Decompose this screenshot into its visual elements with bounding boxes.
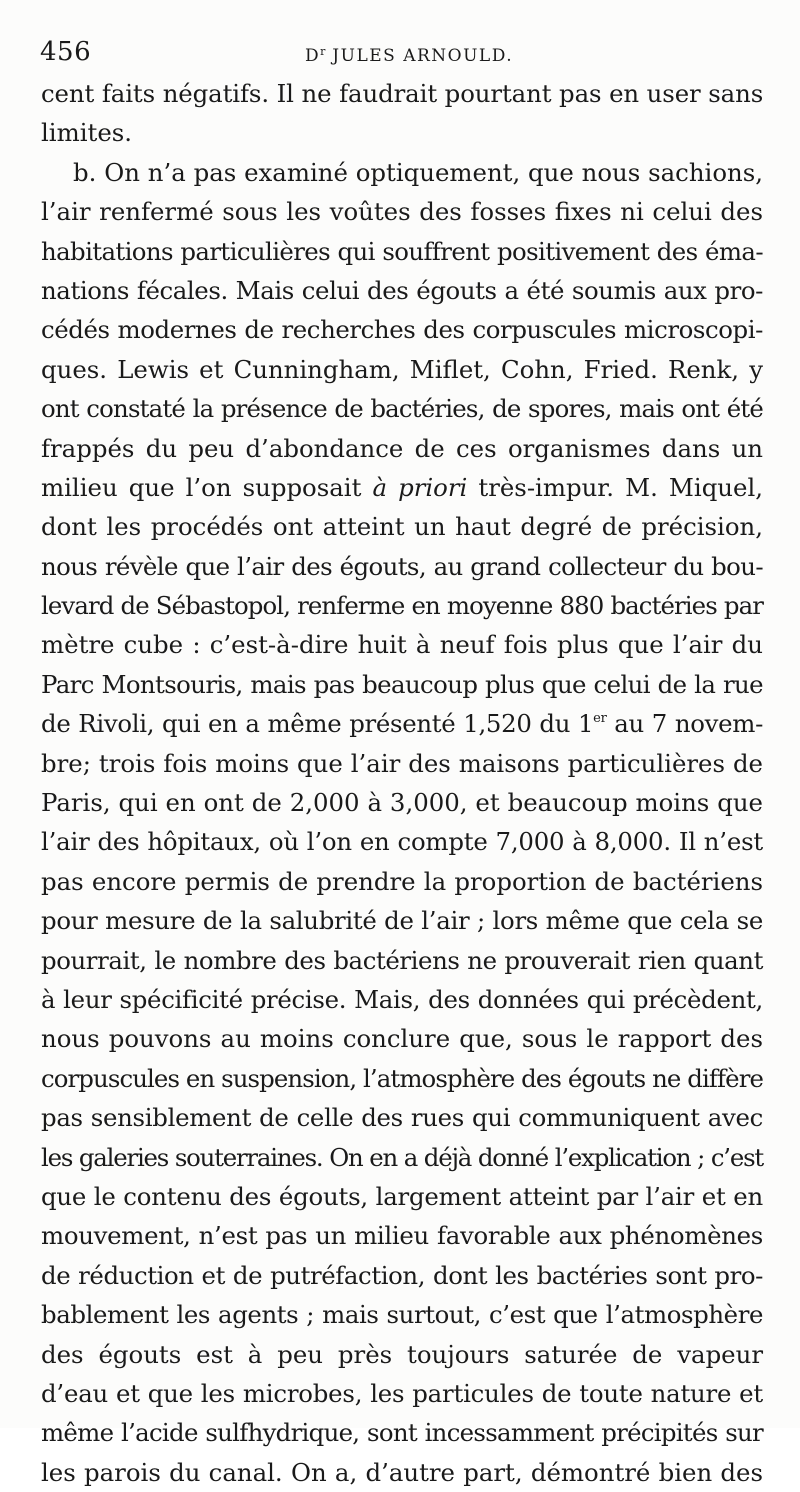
text-line: limites. (41, 118, 133, 148)
text-line: cent faits négatifs. Il ne faudrait pourtant pas en user sans (41, 79, 764, 108)
text-line (41, 704, 763, 743)
running-head (305, 34, 513, 74)
author-prefix: D (305, 46, 321, 66)
ordinal-superscript: er (593, 711, 607, 727)
text-line: d’eau et que les microbes, les particules de toute nature et (41, 1378, 763, 1408)
body-text (41, 74, 763, 1492)
italic-phrase: à priori (372, 472, 468, 502)
text-line: pas encore permis de prendre la proportion de bactériens (41, 866, 763, 896)
text-line: frappés du peu d’abondance de ces organismes dans un (41, 433, 763, 463)
text-line: b. On n’a pas examiné optiquement, que nous sachions, (73, 157, 763, 187)
text-line: corpuscules en suspension, l’atmosphère des égouts ne diffère (41, 1063, 763, 1093)
text-line: que le contenu des égouts, largement atteint par l’air et en (41, 1181, 763, 1211)
text-line: même l’acide sulfhydrique, sont incessamment précipités sur (41, 1418, 763, 1448)
text-line: les parois du canal. On a, d’autre part, démontré bien des (41, 1457, 763, 1487)
page-header (40, 32, 760, 72)
text-line: l’air des hôpitaux, où l’on en compte 7,000 à 8,000. Il n’est (41, 827, 763, 857)
text-line: Paris, qui en ont de 2,000 à 3,000, et beaucoup moins que (41, 788, 763, 818)
page-number: 456 (40, 37, 92, 67)
author-name: JULES ARNOULD. (325, 46, 514, 66)
text-segment: très-impur. M. Miquel, (467, 472, 764, 502)
text-line: mouvement, n’est pas un milieu favorable aux phénomènes (41, 1221, 763, 1251)
text-line: pourrait, le nombre des bactériens ne prouverait rien quant (41, 945, 763, 975)
text-line: l’air renfermé sous les voûtes des fosses fixes ni celui des (41, 197, 763, 227)
text-line: Parc Montsouris, mais pas beaucoup plus que celui de la rue (41, 669, 763, 699)
author-superscript: r (320, 45, 326, 58)
text-line: cédés modernes de recherches des corpuscules microscopi- (41, 315, 763, 345)
text-line: des égouts est à peu près toujours saturée de vapeur (41, 1339, 763, 1369)
text-segment: de Rivoli, qui en a même présenté 1,520 du 1 (41, 709, 594, 739)
text-line (41, 468, 763, 507)
text-line: levard de Sébastopol, renferme en moyenne 880 bactéries par (41, 591, 763, 621)
text-segment: au 7 novem- (606, 709, 764, 739)
text-line: les galeries souterraines. On en a déjà donné l’explication ; c’est (41, 1142, 763, 1172)
text-line: nations fécales. Mais celui des égouts a été soumis aux pro- (41, 275, 763, 305)
text-line: mètre cube : c’est-à-dire huit à neuf fois plus que l’air du (41, 630, 763, 660)
text-line: nous pouvons au moins conclure que, sous le rapport des (41, 1024, 763, 1054)
text-line: à leur spécificité précise. Mais, des données qui précèdent, (41, 984, 763, 1014)
text-line: nous révèle que l’air des égouts, au grand collecteur du bou- (41, 551, 763, 581)
text-line: habitations particulières qui souffrent positivement des éma- (41, 236, 763, 266)
text-segment: milieu que l’on supposait (41, 472, 373, 502)
text-line: pas sensiblement de celle des rues qui communiquent avec (41, 1103, 763, 1133)
text-line: dont les procédés ont atteint un haut degré de précision, (41, 512, 763, 542)
text-line: ont constaté la présence de bactéries, de spores, mais ont été (41, 394, 763, 424)
text-line: ques. Lewis et Cunningham, Miflet, Cohn, Fried. Renk, y (41, 354, 763, 384)
text-line: bre; trois fois moins que l’air des maisons particulières de (41, 748, 763, 778)
text-line: pour mesure de la salubrité de l’air ; lors même que cela se (41, 906, 763, 936)
text-line: de réduction et de putréfaction, dont les bactéries sont pro- (41, 1260, 763, 1290)
text-line: bablement les agents ; mais surtout, c’est que l’atmosphère (41, 1300, 763, 1330)
